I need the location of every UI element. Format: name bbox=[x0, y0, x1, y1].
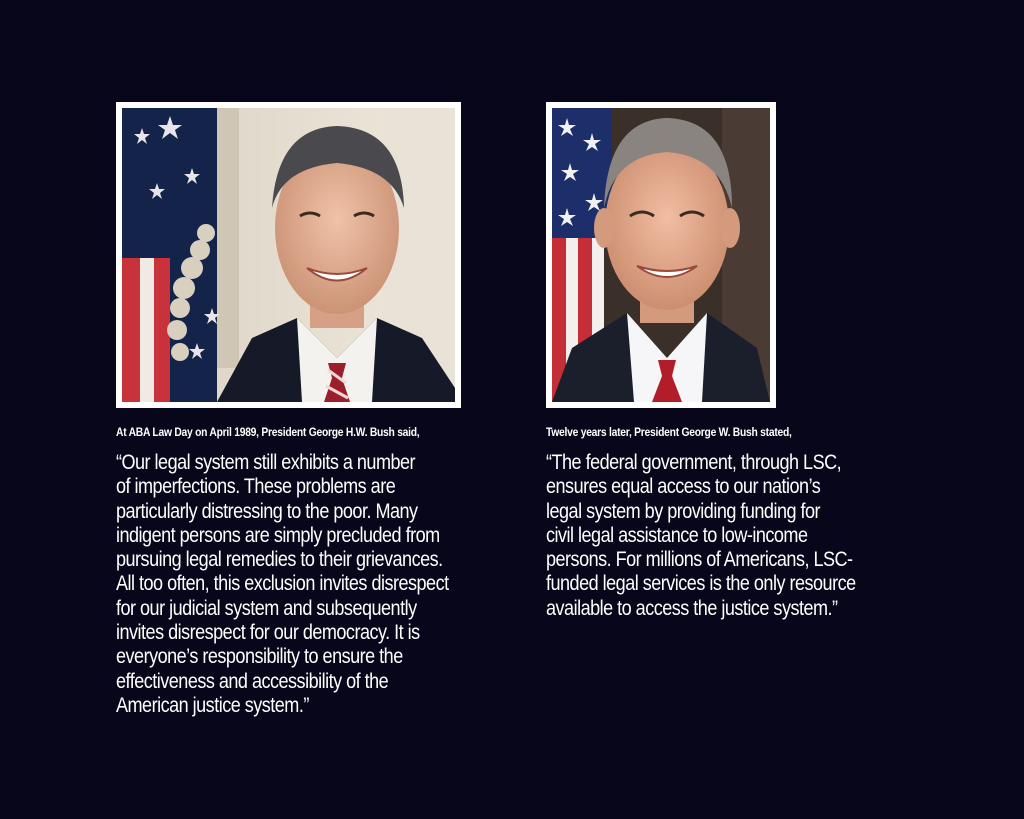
quote-line: All too often, this exclusion invites disrespect bbox=[116, 572, 449, 596]
quote-line: for our judicial system and subsequently bbox=[116, 596, 417, 620]
quote-line: everyone’s responsibility to ensure the bbox=[116, 645, 403, 669]
quote-left bbox=[116, 451, 449, 718]
quote-line: persons. For millions of Americans, LSC- bbox=[546, 548, 853, 572]
portrait-george-hw-bush bbox=[122, 108, 455, 402]
quote-line: available to access the justice system.” bbox=[546, 596, 838, 620]
quote-line: particularly distressing to the poor. Many bbox=[116, 499, 418, 523]
quote-line: pursuing legal remedies to their grievances. bbox=[116, 548, 443, 572]
portrait-image-left bbox=[122, 108, 455, 402]
quote-line: civil legal assistance to low-income bbox=[546, 523, 808, 547]
portrait-george-w-bush bbox=[552, 108, 770, 402]
portrait-image-right bbox=[552, 108, 770, 402]
quote-line: American justice system.” bbox=[116, 693, 309, 717]
quote-line: legal system by providing funding for bbox=[546, 499, 821, 523]
portrait-frame-right bbox=[546, 102, 776, 408]
quote-line: invites disrespect for our democracy. It is bbox=[116, 621, 420, 645]
quote-line: “The federal government, through LSC, bbox=[546, 451, 842, 474]
quote-line: indigent persons are simply precluded from bbox=[116, 523, 440, 547]
quote-line: of imperfections. These problems are bbox=[116, 475, 396, 499]
quote-line: funded legal services is the only resource bbox=[546, 572, 856, 596]
portrait-frame-left bbox=[116, 102, 461, 408]
caption-left: At ABA Law Day on April 1989, President George H.W. Bush said, bbox=[116, 425, 420, 439]
quote-line: effectiveness and accessibility of the bbox=[116, 669, 389, 693]
caption-right: Twelve years later, President George W. Bush stated, bbox=[546, 425, 792, 439]
quote-right bbox=[546, 451, 856, 621]
quote-line: ensures equal access to our nation’s bbox=[546, 475, 821, 499]
quote-line: “Our legal system still exhibits a number bbox=[116, 451, 416, 474]
